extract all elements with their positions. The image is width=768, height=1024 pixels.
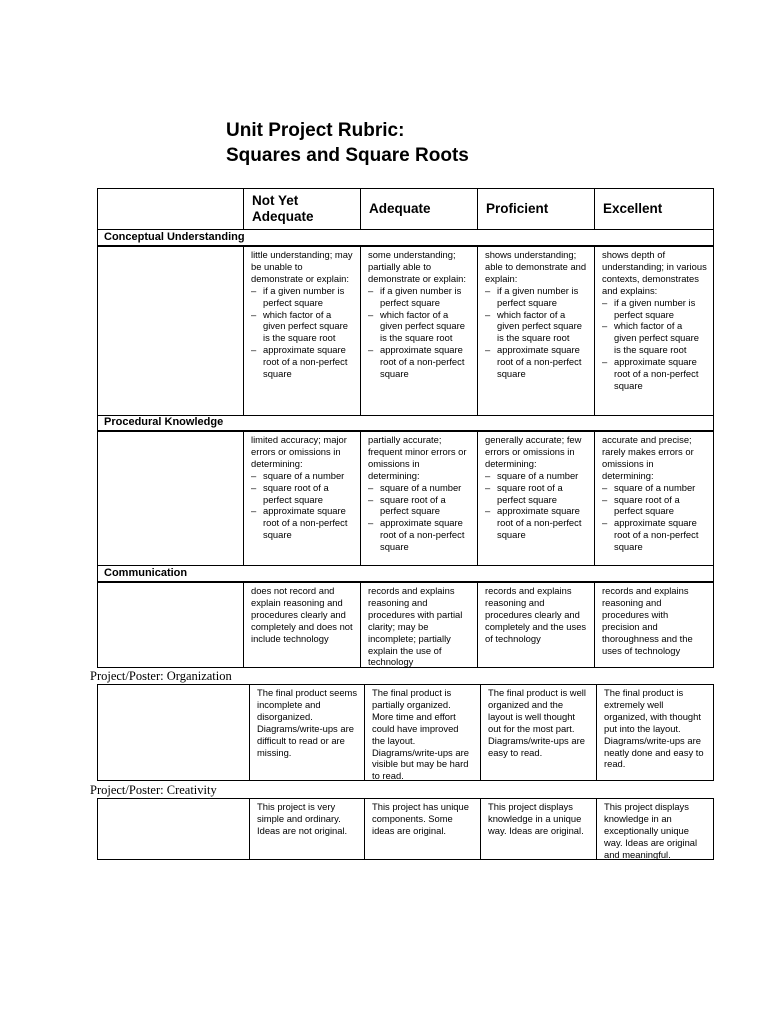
criteria-empty-cell [98,583,244,667]
header-empty-cell [98,189,244,229]
rubric-cell [244,432,361,565]
rubric-cell [597,685,713,780]
cell-bullet: – if a given number is perfect square [251,285,354,309]
rubric-cell [250,799,365,859]
criteria-empty-cell [98,685,250,780]
cell-bullet: – approximate square root of a non-perfect square [485,505,588,541]
cell-text: records and explains reasoning and procedures with partial clarity; may be incomplete; partially explain the use of technology [368,585,463,668]
rubric-cell [361,583,478,667]
rubric-cell [365,685,481,780]
cell-intro: shows understanding; able to demonstrate and explain: [485,249,587,284]
cell-text: The final product is partially organized. More time and effort could have improved the layout. Diagrams/write-ups are visible but may be hard to read. [372,687,469,782]
cell-bullet: – which factor of a given perfect square is the square root [368,309,471,345]
rubric-row-organization [97,684,714,781]
cell-intro: partially accurate; frequent minor errors or omissions in determining: [368,434,467,481]
cell-text: records and explains reasoning and procedures with precision and thoroughness and the uses of technology [602,585,693,656]
rubric-cell [481,799,597,859]
rubric-cell [481,685,597,780]
section-label-communication: Communication [97,566,714,582]
rubric-cell [597,799,713,859]
header-not-yet-adequate: Not Yet Adequate [244,189,361,229]
cell-intro: limited accuracy; major errors or omissions in determining: [251,434,347,469]
cell-intro: generally accurate; few errors or omissions in determining: [485,434,582,469]
cell-text: This project is very simple and ordinary. Ideas are not original. [257,801,348,836]
cell-bullet: – approximate square root of a non-perfect square [602,517,707,553]
cell-bullet: – approximate square root of a non-perfect square [485,344,588,380]
rubric-row-communication [97,582,714,668]
cell-text: records and explains reasoning and procedures clearly and completely and the uses of technology [485,585,587,644]
rubric-row-conceptual-understanding [97,246,714,416]
cell-bullet: – which factor of a given perfect square is the square root [602,320,707,356]
cell-text: This project displays knowledge in an exceptionally unique way. Ideas are original and meaningful. [604,801,698,860]
rubric-cell [244,247,361,415]
cell-bullet: – square of a number [251,470,354,482]
cell-bullet: – square root of a perfect square [368,494,471,518]
cell-intro: accurate and precise; rarely makes errors or omissions in determining: [602,434,694,481]
title-line-1: Unit Project Rubric: [226,120,405,141]
document-title [226,118,469,168]
cell-bullet: – approximate square root of a non-perfect square [251,505,354,541]
cell-bullet: – approximate square root of a non-perfect square [251,344,354,380]
rubric-cell [244,583,361,667]
cell-bullet: – which factor of a given perfect square is the square root [485,309,588,345]
header-proficient: Proficient [478,189,595,229]
section-label-creativity: Project/Poster: Creativity [90,783,217,797]
rubric-row-creativity [97,798,714,860]
header-adequate: Adequate [361,189,478,229]
cell-text: The final product is extremely well organized, with thought put into the layout. Diagrams/write-ups are neatly done and easy to read. [604,687,704,770]
cell-intro: some understanding; partially able to demonstrate or explain: [368,249,466,284]
cell-text: The final product seems incomplete and disorganized. Diagrams/write-ups are difficult to read or are missing. [257,687,358,758]
criteria-empty-cell [98,247,244,415]
rubric-cell [361,247,478,415]
cell-bullet: – if a given number is perfect square [485,285,588,309]
cell-bullet: – approximate square root of a non-perfect square [368,517,471,553]
cell-bullet: – approximate square root of a non-perfect square [602,356,707,392]
cell-bullet: – square of a number [602,482,707,494]
rubric-cell [595,583,713,667]
cell-bullet: – approximate square root of a non-perfect square [368,344,471,380]
cell-bullet: – square root of a perfect square [485,482,588,506]
cell-intro: little understanding; may be unable to demonstrate or explain: [251,249,353,284]
criteria-empty-cell [98,799,250,859]
cell-bullet: – square of a number [368,482,471,494]
rubric-cell [595,247,713,415]
cell-text: The final product is well organized and the layout is well thought out for the most part. Diagrams/write-ups are easy to read. [488,687,586,758]
section-label-procedural-knowledge: Procedural Knowledge [97,415,714,431]
rubric-cell [365,799,481,859]
cell-text: This project has unique components. Some ideas are original. [372,801,469,836]
cell-bullet: – square root of a perfect square [602,494,707,518]
rubric-cell [478,583,595,667]
cell-bullet: – if a given number is perfect square [368,285,471,309]
rubric-cell [478,247,595,415]
rubric-cell [478,432,595,565]
cell-bullet: – square of a number [485,470,588,482]
cell-text: This project displays knowledge in a unique way. Ideas are original. [488,801,584,836]
rubric-cell [595,432,713,565]
header-excellent: Excellent [603,201,663,216]
rubric-row-procedural-knowledge [97,431,714,566]
cell-intro: shows depth of understanding; in various contexts, demonstrates and explains: [602,249,707,296]
cell-bullet: – if a given number is perfect square [602,297,707,321]
cell-bullet: – which factor of a given perfect square is the square root [251,309,354,345]
section-label-organization: Project/Poster: Organization [90,669,232,683]
rubric-header-row [97,188,714,230]
section-label-conceptual-understanding: Conceptual Understanding [97,230,714,246]
rubric-cell [361,432,478,565]
cell-bullet: – square root of a perfect square [251,482,354,506]
cell-text: does not record and explain reasoning and procedures clearly and completely and does not include technology [251,585,353,644]
rubric-cell [250,685,365,780]
title-line-2: Squares and Square Roots [226,145,469,166]
criteria-empty-cell [98,432,244,565]
